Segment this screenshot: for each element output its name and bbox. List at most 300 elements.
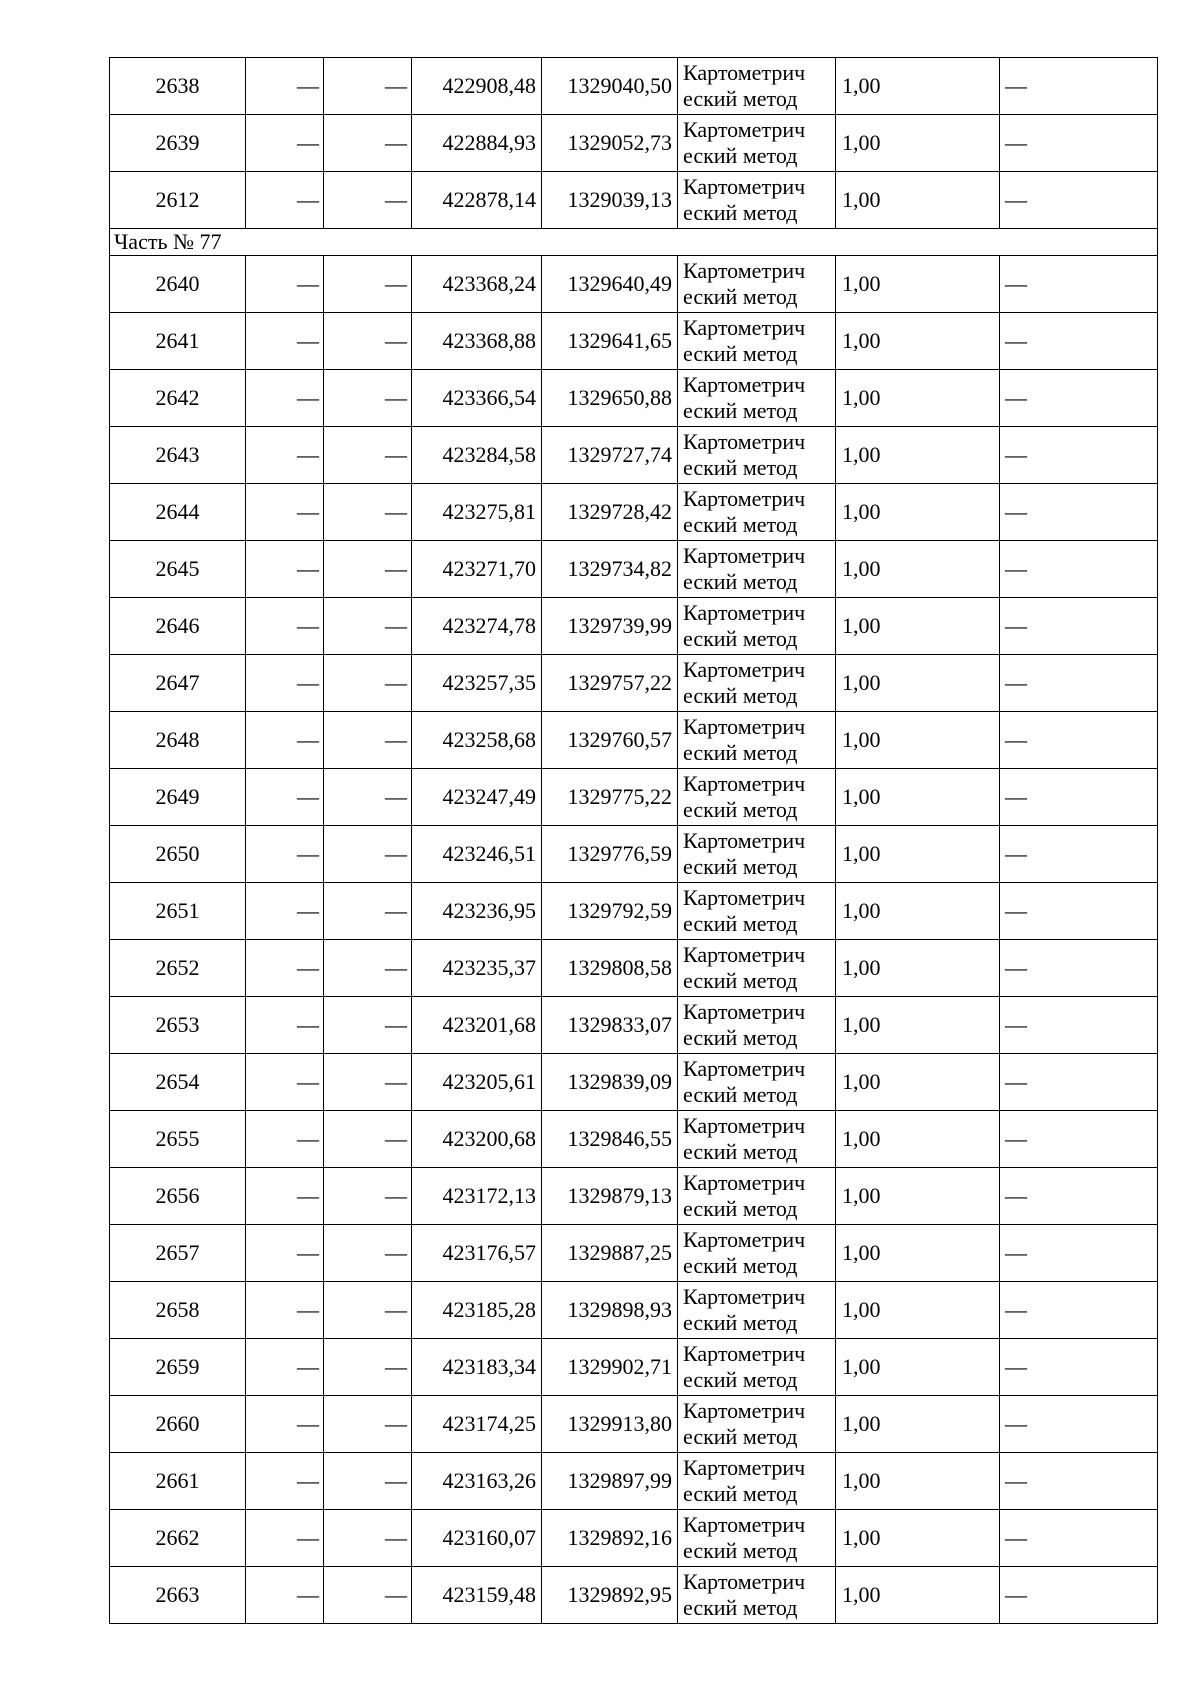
y-coordinate-cell: 1329887,25 (542, 1225, 678, 1282)
x-coordinate-cell: 423258,68 (412, 712, 542, 769)
point-number-cell: 2660 (110, 1396, 246, 1453)
x-coordinate-cell: 423246,51 (412, 826, 542, 883)
old-x-cell: — (246, 58, 324, 115)
description-cell: — (1000, 370, 1158, 427)
method-cell (678, 1567, 836, 1624)
method-cell (678, 1054, 836, 1111)
table-row (110, 826, 1158, 883)
accuracy-cell: 1,00 (836, 655, 1000, 712)
table-row (110, 256, 1158, 313)
point-number-cell: 2662 (110, 1510, 246, 1567)
table-row (110, 172, 1158, 229)
method-cell (678, 1225, 836, 1282)
old-y-cell: — (324, 115, 412, 172)
y-coordinate-cell: 1329775,22 (542, 769, 678, 826)
point-number-cell: 2659 (110, 1339, 246, 1396)
point-number-cell: 2640 (110, 256, 246, 313)
x-coordinate-cell: 423201,68 (412, 997, 542, 1054)
table-row (110, 370, 1158, 427)
x-coordinate-cell: 423183,34 (412, 1339, 542, 1396)
method-line-1: Картометрич (683, 1284, 806, 1309)
point-number-cell: 2658 (110, 1282, 246, 1339)
accuracy-cell: 1,00 (836, 115, 1000, 172)
table-row (110, 115, 1158, 172)
table-row (110, 313, 1158, 370)
method-line-2: еский метод (683, 86, 798, 111)
old-y-cell: — (324, 313, 412, 370)
old-y-cell: — (324, 541, 412, 598)
description-cell: — (1000, 58, 1158, 115)
old-x-cell: — (246, 598, 324, 655)
x-coordinate-cell: 423236,95 (412, 883, 542, 940)
method-line-1: Картометрич (683, 828, 806, 853)
old-y-cell: — (324, 1339, 412, 1396)
point-number-cell: 2661 (110, 1453, 246, 1510)
coordinates-table (109, 57, 1158, 1624)
x-coordinate-cell: 423368,88 (412, 313, 542, 370)
y-coordinate-cell: 1329898,93 (542, 1282, 678, 1339)
accuracy-cell: 1,00 (836, 1168, 1000, 1225)
table-row (110, 541, 1158, 598)
y-coordinate-cell: 1329727,74 (542, 427, 678, 484)
old-y-cell: — (324, 1567, 412, 1624)
method-line-2: еский метод (683, 569, 798, 594)
accuracy-cell: 1,00 (836, 58, 1000, 115)
table-row (110, 1396, 1158, 1453)
x-coordinate-cell: 423284,58 (412, 427, 542, 484)
old-y-cell: — (324, 1168, 412, 1225)
table-row (110, 1168, 1158, 1225)
accuracy-cell: 1,00 (836, 313, 1000, 370)
x-coordinate-cell: 423200,68 (412, 1111, 542, 1168)
part-label: Часть № 77 (110, 229, 1158, 256)
description-cell: — (1000, 1225, 1158, 1282)
method-line-1: Картометрич (683, 258, 806, 283)
old-x-cell: — (246, 1453, 324, 1510)
point-number-cell: 2656 (110, 1168, 246, 1225)
point-number-cell: 2652 (110, 940, 246, 997)
y-coordinate-cell: 1329897,99 (542, 1453, 678, 1510)
old-y-cell: — (324, 826, 412, 883)
method-line-2: еский метод (683, 854, 798, 879)
accuracy-cell: 1,00 (836, 769, 1000, 826)
y-coordinate-cell: 1329757,22 (542, 655, 678, 712)
x-coordinate-cell: 423185,28 (412, 1282, 542, 1339)
x-coordinate-cell: 423205,61 (412, 1054, 542, 1111)
x-coordinate-cell: 423274,78 (412, 598, 542, 655)
point-number-cell: 2642 (110, 370, 246, 427)
old-x-cell: — (246, 256, 324, 313)
method-cell (678, 172, 836, 229)
table-row (110, 1339, 1158, 1396)
method-line-1: Картометрич (683, 1455, 806, 1480)
x-coordinate-cell: 423368,24 (412, 256, 542, 313)
method-cell (678, 826, 836, 883)
point-number-cell: 2650 (110, 826, 246, 883)
x-coordinate-cell: 423159,48 (412, 1567, 542, 1624)
table-row (110, 1054, 1158, 1111)
y-coordinate-cell: 1329846,55 (542, 1111, 678, 1168)
description-cell: — (1000, 940, 1158, 997)
old-y-cell: — (324, 1054, 412, 1111)
method-cell (678, 769, 836, 826)
method-line-1: Картометрич (683, 600, 806, 625)
x-coordinate-cell: 422908,48 (412, 58, 542, 115)
method-line-2: еский метод (683, 683, 798, 708)
y-coordinate-cell: 1329833,07 (542, 997, 678, 1054)
point-number-cell: 2649 (110, 769, 246, 826)
description-cell: — (1000, 313, 1158, 370)
method-cell (678, 256, 836, 313)
old-x-cell: — (246, 1054, 324, 1111)
method-line-1: Картометрич (683, 1569, 806, 1594)
method-cell (678, 115, 836, 172)
method-line-1: Картометрич (683, 486, 806, 511)
table-row (110, 769, 1158, 826)
old-y-cell: — (324, 172, 412, 229)
method-line-2: еский метод (683, 1595, 798, 1620)
old-x-cell: — (246, 115, 324, 172)
old-x-cell: — (246, 1339, 324, 1396)
method-line-2: еский метод (683, 1253, 798, 1278)
point-number-cell: 2643 (110, 427, 246, 484)
old-x-cell: — (246, 1510, 324, 1567)
method-line-2: еский метод (683, 797, 798, 822)
method-line-1: Картометрич (683, 372, 806, 397)
old-x-cell: — (246, 1396, 324, 1453)
description-cell: — (1000, 769, 1158, 826)
accuracy-cell: 1,00 (836, 370, 1000, 427)
y-coordinate-cell: 1329039,13 (542, 172, 678, 229)
method-line-2: еский метод (683, 1538, 798, 1563)
method-line-1: Картометрич (683, 1227, 806, 1252)
point-number-cell: 2646 (110, 598, 246, 655)
accuracy-cell: 1,00 (836, 1282, 1000, 1339)
accuracy-cell: 1,00 (836, 541, 1000, 598)
part-header-row (110, 229, 1158, 256)
method-cell (678, 1111, 836, 1168)
old-y-cell: — (324, 769, 412, 826)
old-x-cell: — (246, 1567, 324, 1624)
method-line-1: Картометрич (683, 885, 806, 910)
description-cell: — (1000, 541, 1158, 598)
point-number-cell: 2612 (110, 172, 246, 229)
description-cell: — (1000, 598, 1158, 655)
old-y-cell: — (324, 1453, 412, 1510)
old-y-cell: — (324, 58, 412, 115)
method-cell (678, 484, 836, 541)
old-x-cell: — (246, 997, 324, 1054)
method-cell (678, 313, 836, 370)
old-x-cell: — (246, 712, 324, 769)
old-x-cell: — (246, 655, 324, 712)
description-cell: — (1000, 484, 1158, 541)
description-cell: — (1000, 115, 1158, 172)
point-number-cell: 2645 (110, 541, 246, 598)
method-line-1: Картометрич (683, 429, 806, 454)
y-coordinate-cell: 1329839,09 (542, 1054, 678, 1111)
y-coordinate-cell: 1329052,73 (542, 115, 678, 172)
method-line-1: Картометрич (683, 1170, 806, 1195)
method-line-1: Картометрич (683, 942, 806, 967)
method-cell (678, 1453, 836, 1510)
method-line-1: Картометрич (683, 657, 806, 682)
description-cell: — (1000, 1510, 1158, 1567)
x-coordinate-cell: 423247,49 (412, 769, 542, 826)
method-cell (678, 1339, 836, 1396)
description-cell: — (1000, 1168, 1158, 1225)
old-x-cell: — (246, 769, 324, 826)
accuracy-cell: 1,00 (836, 1339, 1000, 1396)
old-x-cell: — (246, 883, 324, 940)
description-cell: — (1000, 997, 1158, 1054)
method-cell (678, 427, 836, 484)
method-line-2: еский метод (683, 455, 798, 480)
table-row (110, 883, 1158, 940)
description-cell: — (1000, 1453, 1158, 1510)
table-row (110, 997, 1158, 1054)
x-coordinate-cell: 422884,93 (412, 115, 542, 172)
accuracy-cell: 1,00 (836, 712, 1000, 769)
method-cell (678, 1282, 836, 1339)
x-coordinate-cell: 423174,25 (412, 1396, 542, 1453)
description-cell: — (1000, 826, 1158, 883)
table-row (110, 1510, 1158, 1567)
method-line-1: Картометрич (683, 999, 806, 1024)
y-coordinate-cell: 1329760,57 (542, 712, 678, 769)
old-y-cell: — (324, 1510, 412, 1567)
method-line-2: еский метод (683, 143, 798, 168)
method-line-2: еский метод (683, 512, 798, 537)
description-cell: — (1000, 1567, 1158, 1624)
method-line-2: еский метод (683, 1139, 798, 1164)
table-body (110, 58, 1158, 1624)
description-cell: — (1000, 427, 1158, 484)
old-y-cell: — (324, 1396, 412, 1453)
x-coordinate-cell: 423160,07 (412, 1510, 542, 1567)
point-number-cell: 2641 (110, 313, 246, 370)
point-number-cell: 2651 (110, 883, 246, 940)
point-number-cell: 2653 (110, 997, 246, 1054)
old-y-cell: — (324, 883, 412, 940)
method-cell (678, 370, 836, 427)
x-coordinate-cell: 423271,70 (412, 541, 542, 598)
accuracy-cell: 1,00 (836, 1510, 1000, 1567)
old-y-cell: — (324, 427, 412, 484)
old-x-cell: — (246, 1225, 324, 1282)
method-line-1: Картометрич (683, 1113, 806, 1138)
method-line-2: еский метод (683, 284, 798, 309)
method-line-1: Картометрич (683, 771, 806, 796)
accuracy-cell: 1,00 (836, 1396, 1000, 1453)
old-x-cell: — (246, 1168, 324, 1225)
description-cell: — (1000, 655, 1158, 712)
point-number-cell: 2647 (110, 655, 246, 712)
y-coordinate-cell: 1329892,95 (542, 1567, 678, 1624)
point-number-cell: 2644 (110, 484, 246, 541)
method-cell (678, 541, 836, 598)
accuracy-cell: 1,00 (836, 1111, 1000, 1168)
table-row (110, 1111, 1158, 1168)
table-row (110, 940, 1158, 997)
old-x-cell: — (246, 313, 324, 370)
y-coordinate-cell: 1329913,80 (542, 1396, 678, 1453)
table-row (110, 598, 1158, 655)
x-coordinate-cell: 423235,37 (412, 940, 542, 997)
old-y-cell: — (324, 940, 412, 997)
method-cell (678, 1168, 836, 1225)
description-cell: — (1000, 712, 1158, 769)
method-line-1: Картометрич (683, 117, 806, 142)
table-row (110, 58, 1158, 115)
x-coordinate-cell: 423176,57 (412, 1225, 542, 1282)
point-number-cell: 2655 (110, 1111, 246, 1168)
y-coordinate-cell: 1329728,42 (542, 484, 678, 541)
method-line-2: еский метод (683, 626, 798, 651)
accuracy-cell: 1,00 (836, 1567, 1000, 1624)
table-row (110, 655, 1158, 712)
old-x-cell: — (246, 940, 324, 997)
y-coordinate-cell: 1329892,16 (542, 1510, 678, 1567)
method-line-2: еский метод (683, 1424, 798, 1449)
y-coordinate-cell: 1329776,59 (542, 826, 678, 883)
accuracy-cell: 1,00 (836, 826, 1000, 883)
description-cell: — (1000, 256, 1158, 313)
old-y-cell: — (324, 1282, 412, 1339)
method-line-2: еский метод (683, 200, 798, 225)
method-line-1: Картометрич (683, 1056, 806, 1081)
method-cell (678, 1396, 836, 1453)
y-coordinate-cell: 1329902,71 (542, 1339, 678, 1396)
old-x-cell: — (246, 826, 324, 883)
table-row (110, 484, 1158, 541)
old-y-cell: — (324, 1225, 412, 1282)
x-coordinate-cell: 423163,26 (412, 1453, 542, 1510)
old-x-cell: — (246, 370, 324, 427)
method-line-2: еский метод (683, 1025, 798, 1050)
table-row (110, 1453, 1158, 1510)
point-number-cell: 2663 (110, 1567, 246, 1624)
x-coordinate-cell: 423172,13 (412, 1168, 542, 1225)
method-cell (678, 655, 836, 712)
method-line-2: еский метод (683, 968, 798, 993)
y-coordinate-cell: 1329879,13 (542, 1168, 678, 1225)
method-line-2: еский метод (683, 1367, 798, 1392)
old-x-cell: — (246, 1111, 324, 1168)
old-y-cell: — (324, 370, 412, 427)
method-line-1: Картометрич (683, 1341, 806, 1366)
method-line-2: еский метод (683, 740, 798, 765)
old-x-cell: — (246, 541, 324, 598)
accuracy-cell: 1,00 (836, 883, 1000, 940)
description-cell: — (1000, 1282, 1158, 1339)
point-number-cell: 2654 (110, 1054, 246, 1111)
method-line-2: еский метод (683, 398, 798, 423)
method-cell (678, 940, 836, 997)
old-y-cell: — (324, 598, 412, 655)
table-row (110, 1225, 1158, 1282)
old-y-cell: — (324, 484, 412, 541)
description-cell: — (1000, 1054, 1158, 1111)
table-row (110, 1567, 1158, 1624)
method-line-2: еский метод (683, 1310, 798, 1335)
point-number-cell: 2648 (110, 712, 246, 769)
point-number-cell: 2639 (110, 115, 246, 172)
method-line-2: еский метод (683, 341, 798, 366)
method-cell (678, 58, 836, 115)
description-cell: — (1000, 1111, 1158, 1168)
method-line-1: Картометрич (683, 315, 806, 340)
old-y-cell: — (324, 256, 412, 313)
method-line-1: Картометрич (683, 1398, 806, 1423)
accuracy-cell: 1,00 (836, 256, 1000, 313)
method-cell (678, 997, 836, 1054)
y-coordinate-cell: 1329734,82 (542, 541, 678, 598)
method-line-2: еский метод (683, 1481, 798, 1506)
description-cell: — (1000, 1339, 1158, 1396)
accuracy-cell: 1,00 (836, 484, 1000, 541)
old-y-cell: — (324, 997, 412, 1054)
point-number-cell: 2657 (110, 1225, 246, 1282)
old-x-cell: — (246, 484, 324, 541)
old-y-cell: — (324, 712, 412, 769)
y-coordinate-cell: 1329641,65 (542, 313, 678, 370)
y-coordinate-cell: 1329640,49 (542, 256, 678, 313)
method-line-1: Картометрич (683, 543, 806, 568)
table-row (110, 712, 1158, 769)
method-line-1: Картометрич (683, 1512, 806, 1537)
y-coordinate-cell: 1329650,88 (542, 370, 678, 427)
accuracy-cell: 1,00 (836, 997, 1000, 1054)
table-row (110, 1282, 1158, 1339)
accuracy-cell: 1,00 (836, 1225, 1000, 1282)
method-line-1: Картометрич (683, 60, 806, 85)
old-y-cell: — (324, 655, 412, 712)
accuracy-cell: 1,00 (836, 1453, 1000, 1510)
accuracy-cell: 1,00 (836, 1054, 1000, 1111)
method-cell (678, 598, 836, 655)
method-line-2: еский метод (683, 911, 798, 936)
old-x-cell: — (246, 172, 324, 229)
x-coordinate-cell: 423257,35 (412, 655, 542, 712)
old-y-cell: — (324, 1111, 412, 1168)
description-cell: — (1000, 172, 1158, 229)
method-cell (678, 1510, 836, 1567)
accuracy-cell: 1,00 (836, 427, 1000, 484)
description-cell: — (1000, 883, 1158, 940)
x-coordinate-cell: 423366,54 (412, 370, 542, 427)
accuracy-cell: 1,00 (836, 172, 1000, 229)
y-coordinate-cell: 1329808,58 (542, 940, 678, 997)
accuracy-cell: 1,00 (836, 940, 1000, 997)
method-cell (678, 712, 836, 769)
y-coordinate-cell: 1329739,99 (542, 598, 678, 655)
y-coordinate-cell: 1329792,59 (542, 883, 678, 940)
x-coordinate-cell: 423275,81 (412, 484, 542, 541)
y-coordinate-cell: 1329040,50 (542, 58, 678, 115)
x-coordinate-cell: 422878,14 (412, 172, 542, 229)
accuracy-cell: 1,00 (836, 598, 1000, 655)
method-cell (678, 883, 836, 940)
method-line-1: Картометрич (683, 714, 806, 739)
old-x-cell: — (246, 1282, 324, 1339)
old-x-cell: — (246, 427, 324, 484)
description-cell: — (1000, 1396, 1158, 1453)
point-number-cell: 2638 (110, 58, 246, 115)
method-line-2: еский метод (683, 1196, 798, 1221)
method-line-2: еский метод (683, 1082, 798, 1107)
method-line-1: Картометрич (683, 174, 806, 199)
